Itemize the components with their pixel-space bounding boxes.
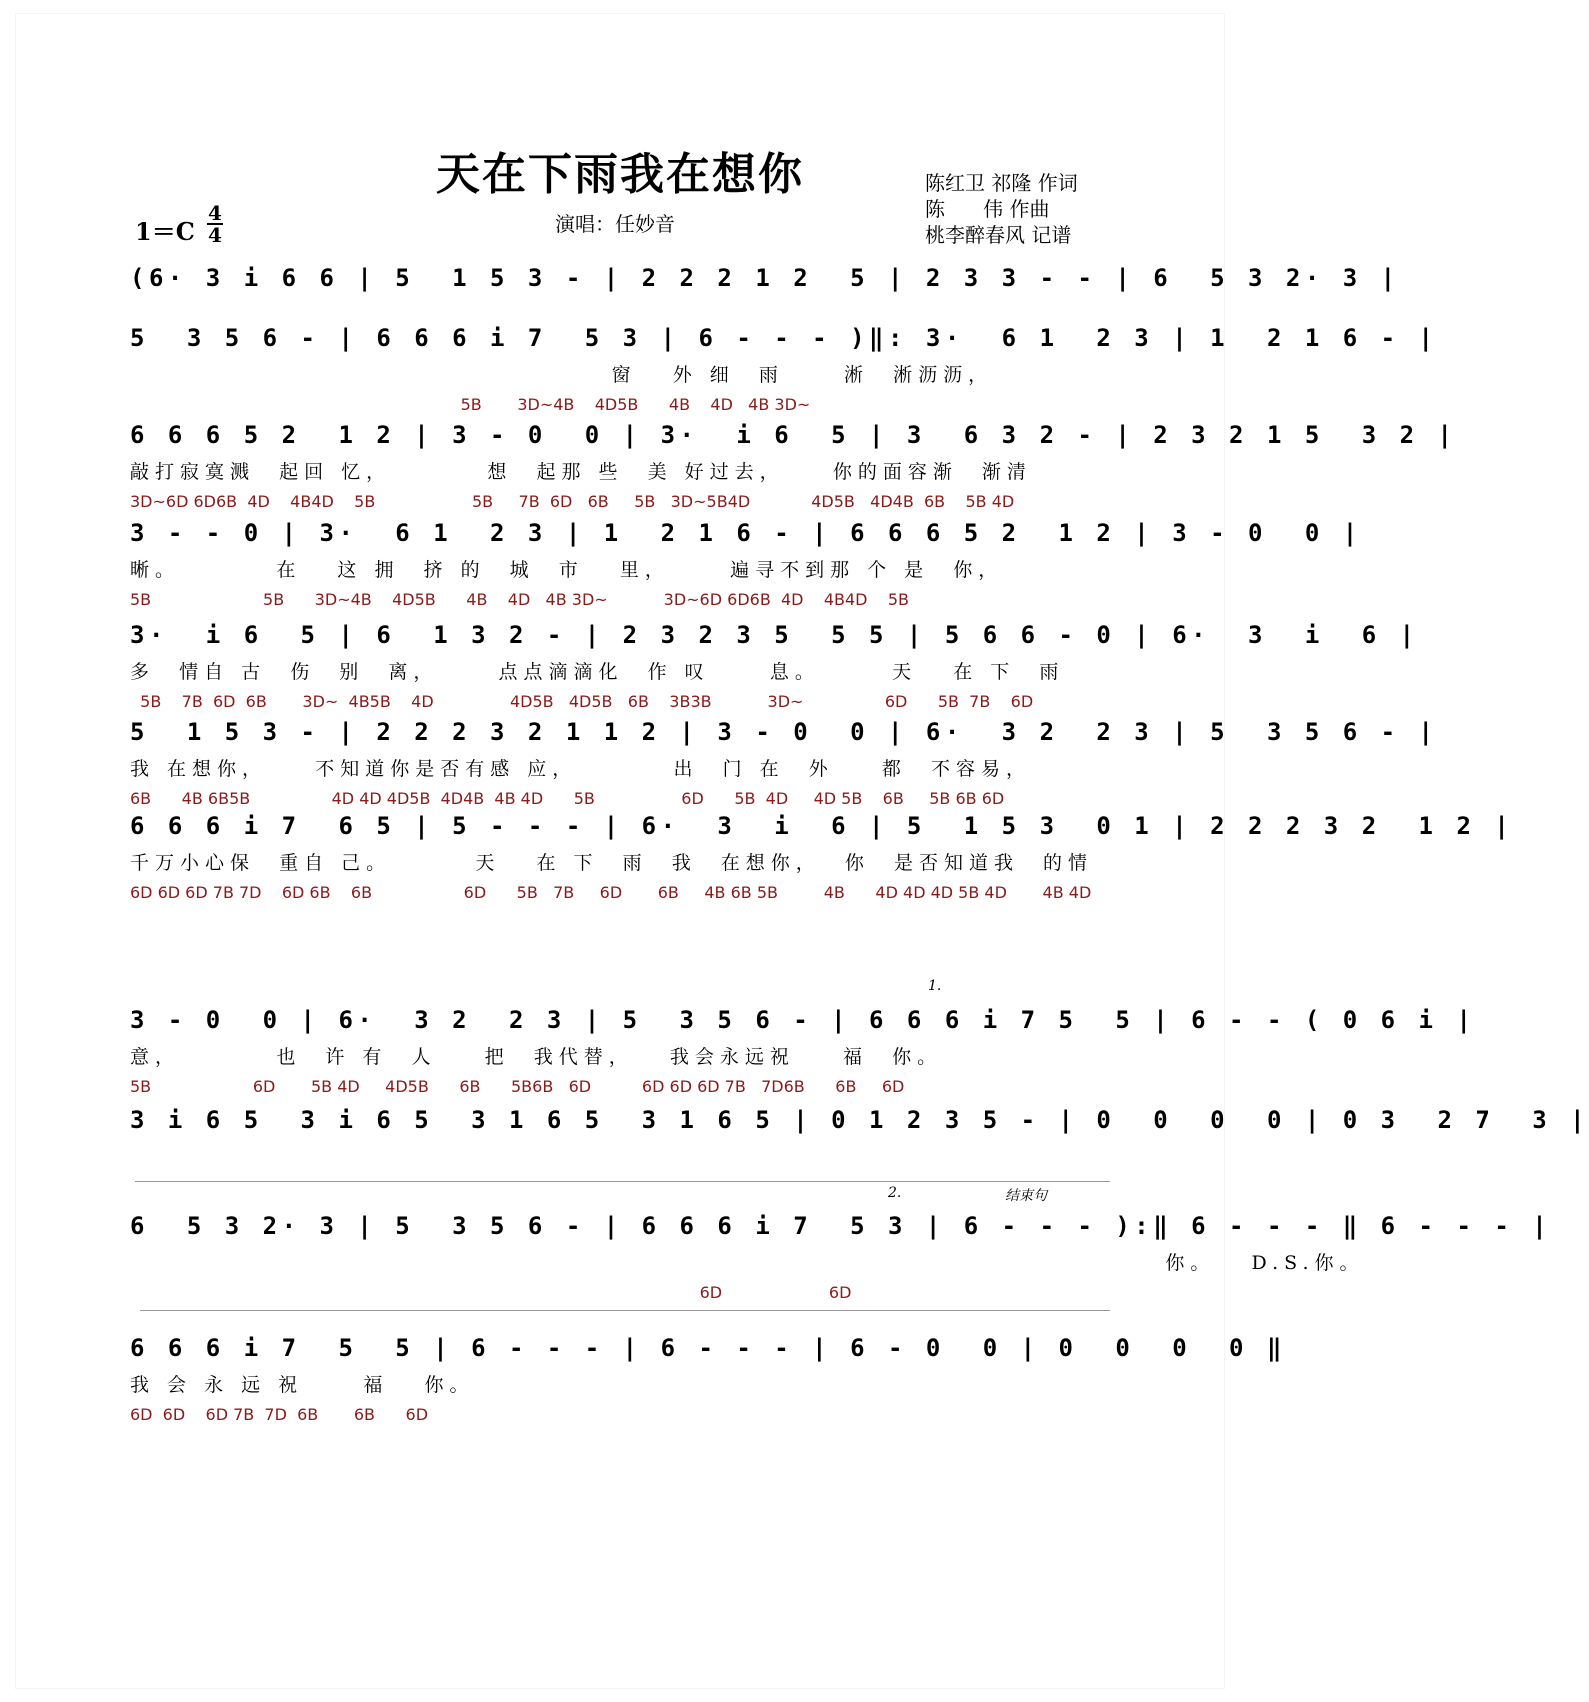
notes: 3· i 6 5 | 6 1 3 2 - | 2 3 2 3 5 5 5 | 5 6 6 - 0 | 6· 3 i 6 | bbox=[130, 621, 1419, 649]
notes: 5 3 5 6 - | 6 6 6 i 7 5 3 | 6 - - - )‖: 3· 6 1 2 3 | 1 2 1 6 - | bbox=[130, 324, 1438, 352]
volta-1: 1. bbox=[928, 978, 942, 994]
transcriber-credit: 桃李醉春风 记谱 bbox=[925, 223, 1072, 247]
chords: 3D~6D 6D6B 4D 4B4D 5B 5B 7B 6D 6B 5B 3D~5B4D 4D5B 4D4B 6B 5B 4D bbox=[130, 492, 1015, 511]
lyrics: 我 会 永 远 祝 福 你。 bbox=[130, 1374, 475, 1396]
notes: 6 5 3 2· 3 | 5 3 5 6 - | 6 6 6 i 7 5 3 | 6 - - - ):‖ 6 - - - ‖ 6 - - - | bbox=[130, 1212, 1552, 1240]
notes: 5 1 5 3 - | 2 2 2 3 2 1 1 2 | 3 - 0 0 | 6· 3 2 2 3 | 5 3 5 6 - | bbox=[130, 718, 1438, 746]
ending-label: 结束句 bbox=[1005, 1188, 1047, 1204]
chords: 6D 6D 6D 7B 7D 6D 6B 6B 6D 5B 7B 6D 6B 4B 6B 5B 4B 4D 4D 4D 5B 4D 4B 4D bbox=[130, 883, 1092, 902]
chords: 6D 6D 6D 7B 7D 6B 6B 6D bbox=[130, 1405, 429, 1424]
lyrics: 敲打寂寞溅 起回 忆， 想 起那 些 美 好过去， 你的面容渐 渐清 bbox=[130, 461, 1032, 483]
lyrics: 意， 也 许 有 人 把 我代替， 我会永远祝 福 你。 bbox=[130, 1046, 943, 1068]
lyrics: 你。 D.S.你。 bbox=[130, 1252, 1365, 1274]
notes: 3 i 6 5 3 i 6 5 3 1 6 5 3 1 6 5 | 0 1 2 3 5 - | 0 0 0 0 | 0 3 2 7 3 | bbox=[130, 1106, 1589, 1134]
notes: 3 - 0 0 | 6· 3 2 2 3 | 5 3 5 6 - | 6 6 6 i 7 5 5 | 6 - - ( 0 6 i | bbox=[130, 1006, 1476, 1034]
composer-credit: 陈 伟 作曲 bbox=[925, 197, 1050, 221]
lyrics: 窗 外 细 雨 淅 淅沥沥， bbox=[130, 364, 994, 386]
lyrics: 我 在想你， 不知道你是否有感 应， 出 门 在 外 都 不容易， bbox=[130, 758, 1031, 780]
chords: 5B 3D~4B 4D5B 4B 4D 4B 3D~ bbox=[130, 395, 811, 414]
time-bottom: 4 bbox=[208, 223, 222, 247]
chords: 5B 7B 6D 6B 3D~ 4B5B 4D 4D5B 4D5B 6B 3B3B 3D~ 6D 5B 7B 6D bbox=[130, 692, 1034, 711]
key-signature: 1＝C bbox=[135, 217, 195, 246]
lyrics: 千万小心保 重自 己。 天 在 下 雨 我 在想你， 你 是否知道我 的情 bbox=[130, 852, 1094, 874]
notes: 3 - - 0 | 3· 6 1 2 3 | 1 2 1 6 - | 6 6 6 5 2 1 2 | 3 - 0 0 | bbox=[130, 519, 1362, 547]
volta-2: 2. bbox=[888, 1185, 902, 1201]
chords: 5B 6D 5B 4D 4D5B 6B 5B6B 6D 6D 6D 6D 7B 7D6B 6B 6D bbox=[130, 1077, 905, 1096]
chords: 6B 4B 6B5B 4D 4D 4D5B 4D4B 4B 4D 5B 6D 5B 4D 4D 5B 6B 5B 6B 6D bbox=[130, 789, 1005, 808]
chords: 5B 5B 3D~4B 4D5B 4B 4D 4B 3D~ 3D~6D 6D6B 4D 4B4D 5B bbox=[130, 590, 909, 609]
notes: 6 6 6 i 7 6 5 | 5 - - - | 6· 3 i 6 | 5 1 5 3 0 1 | 2 2 2 3 2 1 2 | bbox=[130, 812, 1514, 840]
time-signature bbox=[207, 201, 223, 247]
singer-credit: 演唱：任妙音 bbox=[555, 212, 675, 236]
notes: 6 6 6 5 2 1 2 | 3 - 0 0 | 3· i 6 5 | 3 6 3 2 - | 2 3 2 1 5 3 2 | bbox=[130, 421, 1457, 449]
section-rule bbox=[135, 1181, 1110, 1182]
notes: 6 6 6 i 7 5 5 | 6 - - - | 6 - - - | 6 - 0 0 | 0 0 0 0 ‖ bbox=[130, 1334, 1286, 1362]
lyrics: 多 情自 古 伤 别 离， 点点滴滴化 作 叹 息。 天 在 下 雨 bbox=[130, 661, 1065, 683]
lyricist-credit: 陈红卫 祁隆 作词 bbox=[925, 171, 1078, 195]
section-rule bbox=[140, 1310, 1110, 1311]
chords: 6D 6D bbox=[130, 1283, 852, 1302]
time-top: 4 bbox=[208, 201, 222, 225]
song-title: 天在下雨我在想你 bbox=[436, 149, 804, 200]
lyrics: 晰。 在 这 拥 挤 的 城 市 里， 遍寻不到那 个 是 你， bbox=[130, 559, 1004, 581]
notes: (6· 3 i 6 6 | 5 1 5 3 - | 2 2 2 1 2 5 | 2 3 3 - - | 6 5 3 2· 3 | bbox=[130, 264, 1400, 292]
credits bbox=[925, 170, 1078, 248]
